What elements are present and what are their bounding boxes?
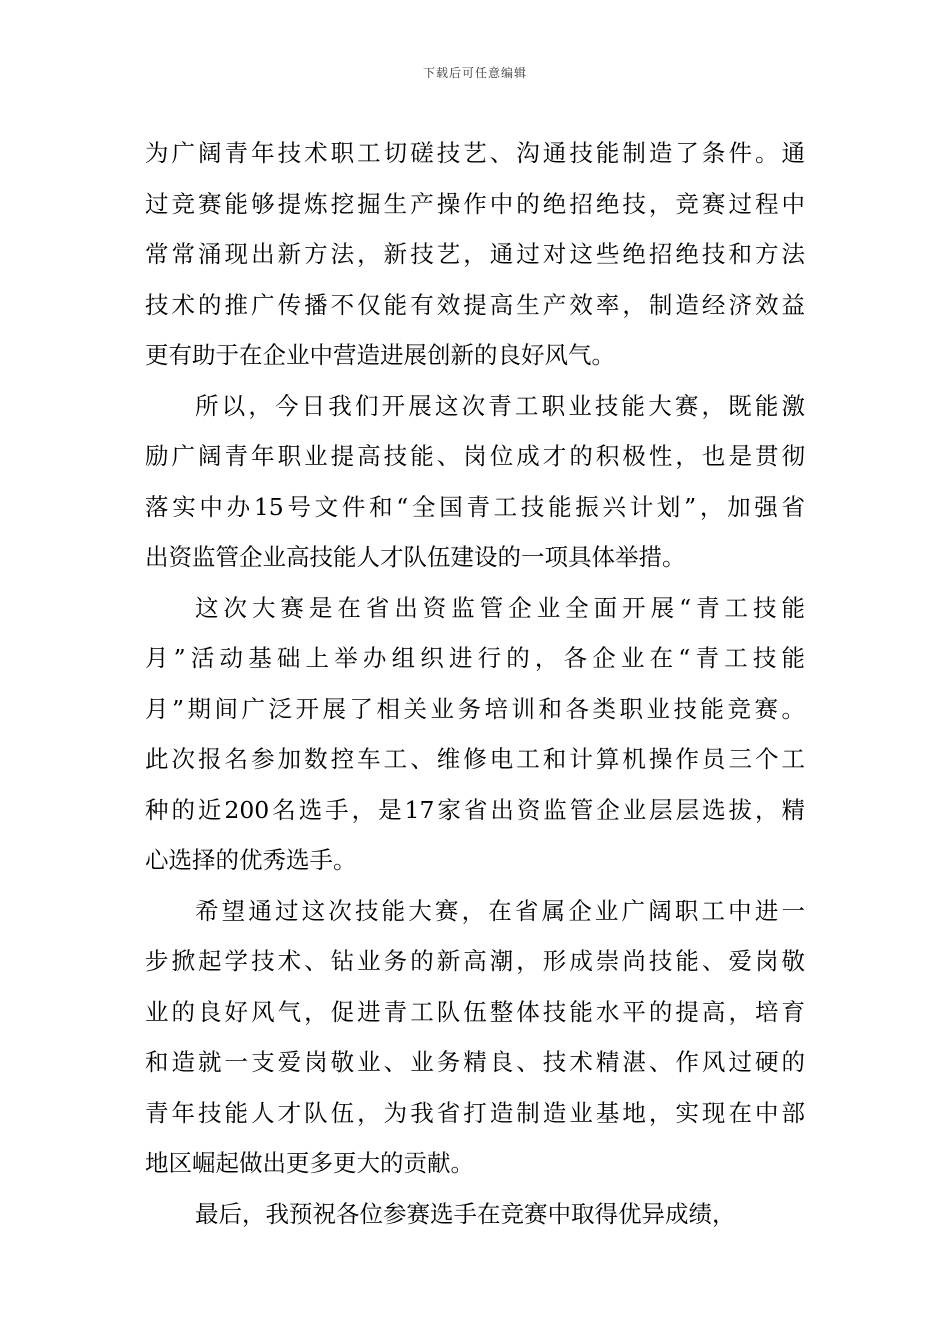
text-line: 技术的推广传播不仅能有效提高生产效率，制造经济效益 — [145, 290, 805, 319]
text-line: 青年技能人才队伍，为我省打造制造业基地，实现在中部 — [145, 1098, 805, 1127]
paragraph — [145, 583, 805, 886]
page-header: 下载后可任意编辑 — [422, 66, 527, 80]
paragraph — [145, 381, 805, 583]
paragraph — [145, 886, 805, 1189]
paragraph — [145, 128, 805, 381]
text-line: 地区崛起做出更多更大的贡献。 — [145, 1149, 474, 1177]
text-line: 过竞赛能够提炼挖掘生产操作中的绝招绝技，竞赛过程中 — [145, 189, 805, 218]
text-line: 月”期间广泛开展了相关业务培训和各类职业技能竞赛。 — [145, 694, 805, 723]
text-line: 常常涌现出新方法，新技艺，通过对这些绝招绝技和方法 — [145, 240, 805, 268]
paragraph — [145, 1189, 805, 1240]
text-line: 励广阔青年职业提高技能、岗位成才的积极性，也是贯彻 — [145, 442, 805, 470]
text-line: 落实中办15号文件和“全国青工技能振兴计划”，加强省 — [145, 492, 805, 521]
text-line: 此次报名参加数控车工、维修电工和计算机操作员三个工 — [145, 745, 805, 773]
text-line: 种的近200名选手，是17家省出资监管企业层层选拔，精 — [145, 795, 805, 824]
text-line: 希望通过这次技能大赛，在省属企业广阔职工中进一 — [195, 896, 805, 925]
text-line: 最后，我预祝各位参赛选手在竞赛中取得优异成绩， — [195, 1199, 736, 1228]
document-body — [145, 128, 805, 1239]
text-line: 这次大赛是在省出资监管企业全面开展“青工技能 — [195, 593, 805, 622]
text-line: 步掀起学技术、钻业务的新高潮，形成崇尚技能、爱岗敬 — [145, 947, 805, 975]
text-line: 出资监管企业高技能人才队伍建设的一项具体举措。 — [145, 543, 686, 571]
text-line: 心选择的优秀选手。 — [145, 846, 357, 874]
text-line: 业的良好风气，促进青工队伍整体技能水平的提高，培育 — [145, 997, 805, 1026]
text-line: 月”活动基础上举办组织进行的，各企业在“青工技能 — [145, 644, 805, 672]
text-line: 和造就一支爱岗敬业、业务精良、技术精湛、作风过硬的 — [145, 1048, 805, 1076]
text-line: 所以，今日我们开展这次青工职业技能大赛，既能激 — [195, 391, 805, 420]
text-line: 更有助于在企业中营造进展创新的良好风气。 — [145, 341, 615, 369]
text-line: 为广阔青年技术职工切磋技艺、沟通技能制造了条件。通 — [145, 139, 805, 167]
